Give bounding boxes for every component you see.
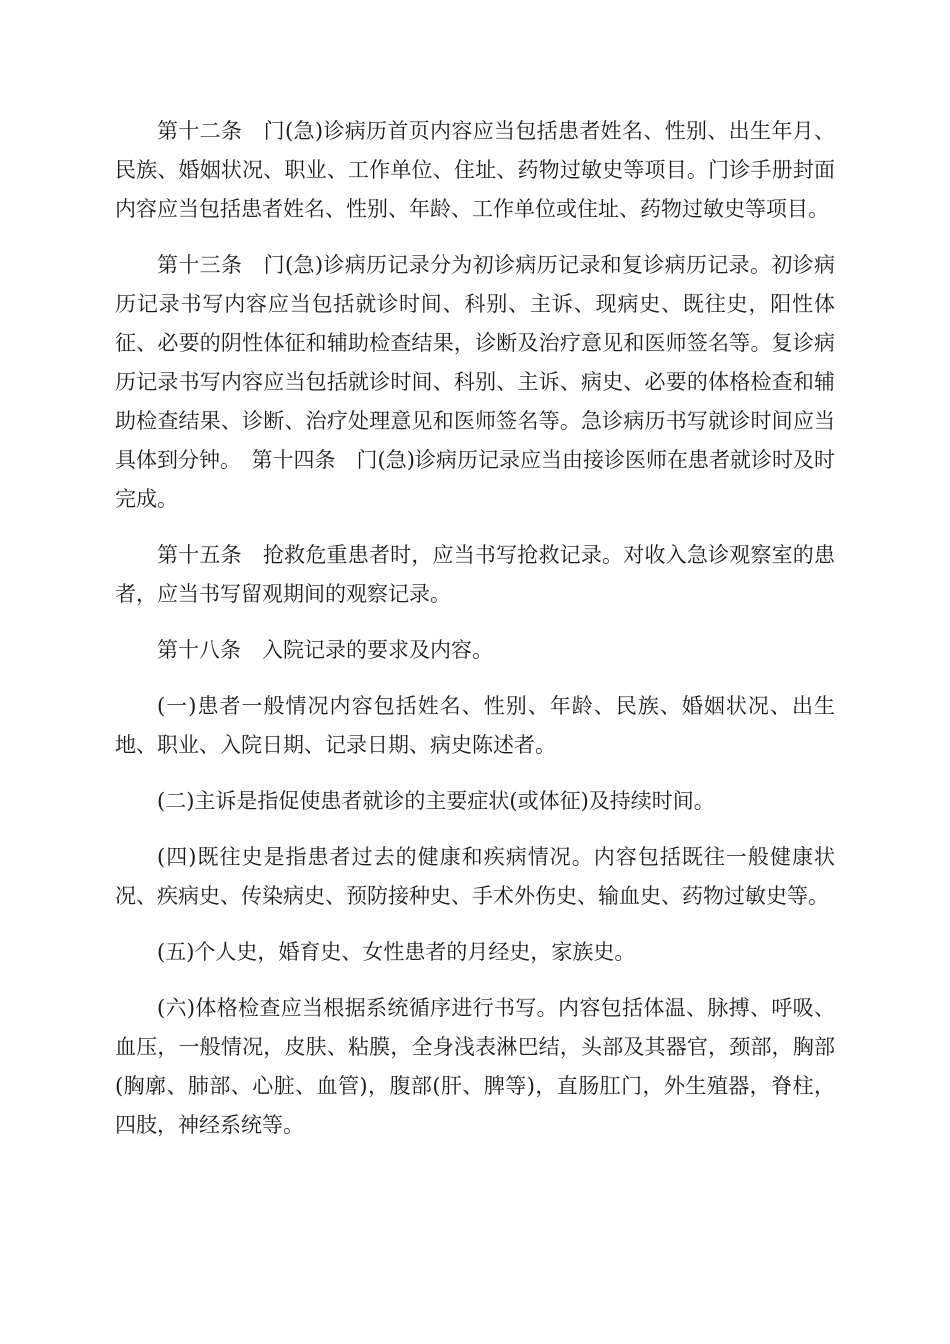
item-5-paragraph: (五)个人史，婚育史、女性患者的月经史，家族史。 [157,940,636,964]
article-15-paragraph: 第十五条 抢救危重患者时，应当书写抢救记录。对收入急诊观察室的患者，应当书写留观期间的观察记录。 [115,543,835,606]
item-4-paragraph: (四)既往史是指患者过去的健康和疾病情况。内容包括既往一般健康状况、疾病史、传染病史、预防接种史、手术外伤史、输血史、药物过敏史等。 [115,845,835,908]
article-12-paragraph: 第十二条 门(急)诊病历首页内容应当包括患者姓名、性别、出生年月、民族、婚姻状况、职业、工作单位、住址、药物过敏史等项目。门诊手册封面内容应当包括患者姓名、性别、年龄、工作单位或住址、药物过敏史等项目。 [115,119,835,221]
item-2-paragraph: (二)主诉是指促使患者就诊的主要症状(或体征)及持续时间。 [157,789,715,813]
article-18-paragraph: 第十八条 入院记录的要求及内容。 [157,638,493,662]
item-1-paragraph: (一)患者一般情况内容包括姓名、性别、年龄、民族、婚姻状况、出生地、职业、入院日期、记录日期、病史陈述者。 [115,694,835,757]
item-6-paragraph: (六)体格检查应当根据系统循序进行书写。内容包括体温、脉搏、呼吸、血压，一般情况，皮肤、粘膜，全身浅表淋巴结，头部及其器官，颈部，胸部(胸廓、肺部、心脏、血管)，腹部(肝、脾等)，直肠肛门，外生殖器，脊柱，四肢，神经系统等。 [115,996,835,1137]
article-13-14-paragraph: 第十三条 门(急)诊病历记录分为初诊病历记录和复诊病历记录。初诊病历记录书写内容应当包括就诊时间、科别、主诉、现病史、既往史，阳性体征、必要的阴性体征和辅助检查结果，诊断及治疗意见和医师签名等。复诊病历记录书写内容应当包括就诊时间、科别、主诉、病史、必要的体格检查和辅助检查结果、诊断、治疗处理意见和医师签名等。急诊病历书写就诊时间应当具体到分钟。 第十四条 门(急)诊病历记录应当由接诊医师在患者就诊时及时完成。 [115,253,835,511]
document-body [115,112,835,1162]
